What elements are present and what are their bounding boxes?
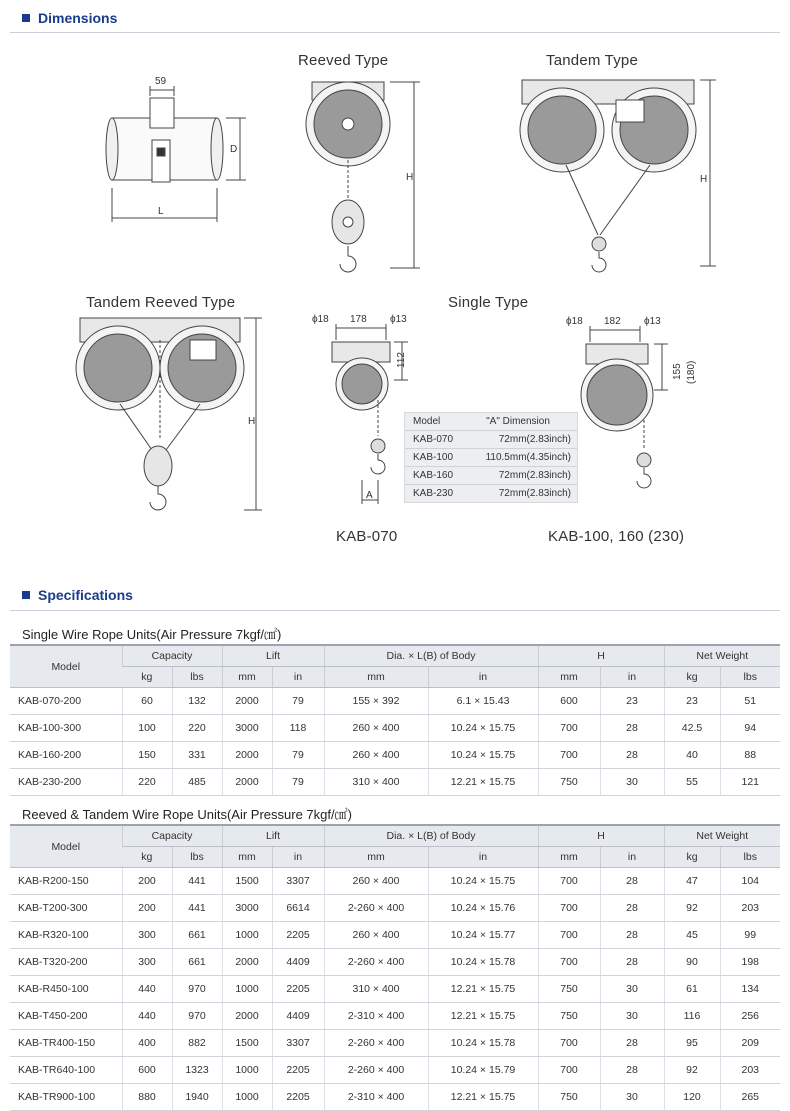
table-row xyxy=(10,1003,780,1030)
value-cell: 3307 xyxy=(272,868,324,895)
value-cell: 1000 xyxy=(222,1084,272,1111)
model-cell: KAB-R200-150 xyxy=(10,868,122,895)
dim-h-reeved: H xyxy=(406,172,414,183)
th-mm: mm xyxy=(222,667,272,688)
table-subheader-row xyxy=(10,667,780,688)
value-cell: 1500 xyxy=(222,868,272,895)
value-cell: 200 xyxy=(122,895,172,922)
value-cell: 300 xyxy=(122,949,172,976)
th-mm: mm xyxy=(324,847,428,868)
value-cell: 28 xyxy=(600,868,664,895)
reeved-table-title: Reeved & Tandem Wire Rope Units(Air Pressure 7kgf/㎠) xyxy=(22,807,352,822)
value-cell: 23 xyxy=(664,688,720,715)
model-cell: KAB-TR400-150 xyxy=(10,1030,122,1057)
model-cell: KAB-230-200 xyxy=(10,769,122,796)
a-table-value: 72mm(2.83inch) xyxy=(498,434,571,445)
value-cell: 132 xyxy=(172,688,222,715)
dim-d: D xyxy=(230,144,238,155)
table-row xyxy=(10,895,780,922)
value-cell: 51 xyxy=(720,688,780,715)
value-cell: 440 xyxy=(122,976,172,1003)
value-cell: 700 xyxy=(538,922,600,949)
table-row xyxy=(10,688,780,715)
value-cell: 700 xyxy=(538,1057,600,1084)
value-cell: 485 xyxy=(172,769,222,796)
value-cell: 12.21 × 15.75 xyxy=(428,1084,538,1111)
a-table-model: KAB-160 xyxy=(413,470,454,481)
value-cell: 260 × 400 xyxy=(324,868,428,895)
value-cell: 661 xyxy=(172,922,222,949)
model-cell: KAB-T320-200 xyxy=(10,949,122,976)
a-table-header xyxy=(405,413,577,431)
th-h: H xyxy=(538,645,664,667)
a-table-model: KAB-070 xyxy=(413,434,454,445)
dim-112: 112 xyxy=(396,352,407,368)
model-cell: KAB-R450-100 xyxy=(10,976,122,1003)
value-cell: 970 xyxy=(172,1003,222,1030)
value-cell: 700 xyxy=(538,715,600,742)
value-cell: 28 xyxy=(600,949,664,976)
value-cell: 331 xyxy=(172,742,222,769)
value-cell: 6.1 × 15.43 xyxy=(428,688,538,715)
specifications-heading-text: Specifications xyxy=(38,587,133,603)
single-table-title: Single Wire Rope Units(Air Pressure 7kgf/㎠) xyxy=(22,627,282,642)
th-in: in xyxy=(428,667,538,688)
tandem-reeved-type-drawing xyxy=(76,318,262,510)
a-table-row xyxy=(405,449,577,467)
value-cell: 2205 xyxy=(272,1084,324,1111)
value-cell: 1940 xyxy=(172,1084,222,1111)
value-cell: 28 xyxy=(600,895,664,922)
value-cell: 1000 xyxy=(222,922,272,949)
dim-h-tandem: H xyxy=(700,174,708,185)
value-cell: 2-260 × 400 xyxy=(324,895,428,922)
value-cell: 750 xyxy=(538,976,600,1003)
th-lbs: lbs xyxy=(172,667,222,688)
dim-phi13-b: ϕ13 xyxy=(644,316,661,327)
dim-phi18-b: ϕ18 xyxy=(566,316,583,327)
value-cell: 300 xyxy=(122,922,172,949)
value-cell: 310 × 400 xyxy=(324,976,428,1003)
value-cell: 6614 xyxy=(272,895,324,922)
th-lbs: lbs xyxy=(720,667,780,688)
value-cell: 220 xyxy=(172,715,222,742)
value-cell: 118 xyxy=(272,715,324,742)
value-cell: 260 × 400 xyxy=(324,715,428,742)
value-cell: 23 xyxy=(600,688,664,715)
value-cell: 203 xyxy=(720,895,780,922)
value-cell: 260 × 400 xyxy=(324,922,428,949)
value-cell: 2-310 × 400 xyxy=(324,1003,428,1030)
th-mm: mm xyxy=(222,847,272,868)
value-cell: 882 xyxy=(172,1030,222,1057)
th-in: in xyxy=(600,667,664,688)
value-cell: 55 xyxy=(664,769,720,796)
value-cell: 2205 xyxy=(272,1057,324,1084)
table-header-row xyxy=(10,825,780,847)
th-in: in xyxy=(600,847,664,868)
a-table-row xyxy=(405,467,577,485)
label-single-type: Single Type xyxy=(448,294,529,311)
value-cell: 12.21 × 15.75 xyxy=(428,976,538,1003)
table-header-row xyxy=(10,645,780,667)
a-table-value: 72mm(2.83inch) xyxy=(498,488,571,499)
value-cell: 79 xyxy=(272,769,324,796)
value-cell: 661 xyxy=(172,949,222,976)
th-kg: kg xyxy=(122,667,172,688)
model-cell: KAB-R320-100 xyxy=(10,922,122,949)
table-row xyxy=(10,1030,780,1057)
table-row xyxy=(10,922,780,949)
value-cell: 90 xyxy=(664,949,720,976)
dim-59: 59 xyxy=(155,76,167,87)
th-capacity: Capacity xyxy=(122,645,222,667)
kab070-single-drawing xyxy=(332,324,408,504)
label-reeved-type: Reeved Type xyxy=(298,52,389,69)
value-cell: 220 xyxy=(122,769,172,796)
th-model: Model xyxy=(10,825,122,868)
value-cell: 2-310 × 400 xyxy=(324,1084,428,1111)
value-cell: 28 xyxy=(600,1030,664,1057)
th-lift: Lift xyxy=(222,645,324,667)
value-cell: 10.24 × 15.75 xyxy=(428,715,538,742)
value-cell: 121 xyxy=(720,769,780,796)
value-cell: 42.5 xyxy=(664,715,720,742)
value-cell: 700 xyxy=(538,949,600,976)
value-cell: 12.21 × 15.75 xyxy=(428,1003,538,1030)
value-cell: 10.24 × 15.77 xyxy=(428,922,538,949)
value-cell: 2000 xyxy=(222,1003,272,1030)
value-cell: 2205 xyxy=(272,976,324,1003)
th-capacity: Capacity xyxy=(122,825,222,847)
dim-h-tandem-reeved: H xyxy=(248,416,256,427)
value-cell: 10.24 × 15.75 xyxy=(428,868,538,895)
value-cell: 441 xyxy=(172,868,222,895)
th-kg: kg xyxy=(122,847,172,868)
value-cell: 28 xyxy=(600,1057,664,1084)
table-row xyxy=(10,1057,780,1084)
value-cell: 30 xyxy=(600,976,664,1003)
label-tandem-type: Tandem Type xyxy=(546,52,638,69)
model-cell: KAB-T200-300 xyxy=(10,895,122,922)
value-cell: 28 xyxy=(600,922,664,949)
specifications-heading xyxy=(22,587,133,603)
value-cell: 2000 xyxy=(222,742,272,769)
divider xyxy=(10,610,780,611)
value-cell: 60 xyxy=(122,688,172,715)
table-row xyxy=(10,949,780,976)
value-cell: 600 xyxy=(122,1057,172,1084)
value-cell: 1500 xyxy=(222,1030,272,1057)
value-cell: 10.24 × 15.79 xyxy=(428,1057,538,1084)
value-cell: 209 xyxy=(720,1030,780,1057)
value-cell: 260 × 400 xyxy=(324,742,428,769)
value-cell: 30 xyxy=(600,769,664,796)
table-row xyxy=(10,868,780,895)
a-table-model: KAB-230 xyxy=(413,488,454,499)
value-cell: 10.24 × 15.75 xyxy=(428,742,538,769)
th-dia: Dia. × L(B) of Body xyxy=(324,645,538,667)
value-cell: 4409 xyxy=(272,1003,324,1030)
dimensions-heading-text: Dimensions xyxy=(38,10,118,26)
reeved-type-drawing xyxy=(306,82,420,272)
dim-phi18-a: ϕ18 xyxy=(312,314,329,325)
value-cell: 600 xyxy=(538,688,600,715)
value-cell: 256 xyxy=(720,1003,780,1030)
kab100-single-drawing xyxy=(581,326,668,488)
th-h: H xyxy=(538,825,664,847)
th-mm: mm xyxy=(538,667,600,688)
value-cell: 2000 xyxy=(222,769,272,796)
value-cell: 104 xyxy=(720,868,780,895)
value-cell: 441 xyxy=(172,895,222,922)
value-cell: 700 xyxy=(538,1030,600,1057)
value-cell: 10.24 × 15.78 xyxy=(428,949,538,976)
value-cell: 700 xyxy=(538,742,600,769)
reeved-spec-table xyxy=(10,824,780,1111)
bullet-square-icon xyxy=(22,591,30,599)
value-cell: 2-260 × 400 xyxy=(324,949,428,976)
a-table-model: KAB-100 xyxy=(413,452,454,463)
dim-phi13-a: ϕ13 xyxy=(390,314,407,325)
label-kab070: KAB-070 xyxy=(336,528,398,545)
value-cell: 61 xyxy=(664,976,720,1003)
value-cell: 750 xyxy=(538,1084,600,1111)
value-cell: 1000 xyxy=(222,1057,272,1084)
value-cell: 10.24 × 15.76 xyxy=(428,895,538,922)
model-cell: KAB-070-200 xyxy=(10,688,122,715)
value-cell: 12.21 × 15.75 xyxy=(428,769,538,796)
value-cell: 92 xyxy=(664,895,720,922)
side-view-drawing xyxy=(106,86,246,222)
value-cell: 203 xyxy=(720,1057,780,1084)
value-cell: 400 xyxy=(122,1030,172,1057)
value-cell: 310 × 400 xyxy=(324,769,428,796)
single-spec-table xyxy=(10,644,780,796)
dim-178: 178 xyxy=(350,314,367,325)
value-cell: 750 xyxy=(538,1003,600,1030)
value-cell: 700 xyxy=(538,868,600,895)
model-cell: KAB-100-300 xyxy=(10,715,122,742)
th-in: in xyxy=(272,847,324,868)
th-weight: Net Weight xyxy=(664,645,780,667)
value-cell: 45 xyxy=(664,922,720,949)
value-cell: 750 xyxy=(538,769,600,796)
table-row xyxy=(10,769,780,796)
value-cell: 94 xyxy=(720,715,780,742)
th-mm: mm xyxy=(538,847,600,868)
th-lift: Lift xyxy=(222,825,324,847)
value-cell: 120 xyxy=(664,1084,720,1111)
model-cell: KAB-T450-200 xyxy=(10,1003,122,1030)
th-dia: Dia. × L(B) of Body xyxy=(324,825,538,847)
value-cell: 2000 xyxy=(222,949,272,976)
th-in: in xyxy=(428,847,538,868)
a-table-value: 110.5mm(4.35inch) xyxy=(485,452,571,463)
label-kab100: KAB-100, 160 (230) xyxy=(548,528,685,545)
value-cell: 880 xyxy=(122,1084,172,1111)
value-cell: 155 × 392 xyxy=(324,688,428,715)
value-cell: 700 xyxy=(538,895,600,922)
th-weight: Net Weight xyxy=(664,825,780,847)
value-cell: 970 xyxy=(172,976,222,1003)
value-cell: 30 xyxy=(600,1003,664,1030)
value-cell: 30 xyxy=(600,1084,664,1111)
th-model: Model xyxy=(10,645,122,688)
table-row xyxy=(10,742,780,769)
dim-182: 182 xyxy=(604,316,621,327)
th-in: in xyxy=(272,667,324,688)
table-row xyxy=(10,1084,780,1111)
value-cell: 198 xyxy=(720,949,780,976)
value-cell: 88 xyxy=(720,742,780,769)
a-table-value: 72mm(2.83inch) xyxy=(498,470,571,481)
value-cell: 3000 xyxy=(222,715,272,742)
model-cell: KAB-TR900-100 xyxy=(10,1084,122,1111)
a-table-col-dimension: "A" Dimension xyxy=(486,416,550,427)
a-table-row xyxy=(405,431,577,449)
th-lbs: lbs xyxy=(720,847,780,868)
table-subheader-row xyxy=(10,847,780,868)
value-cell: 1000 xyxy=(222,976,272,1003)
th-kg: kg xyxy=(664,847,720,868)
value-cell: 92 xyxy=(664,1057,720,1084)
th-mm: mm xyxy=(324,667,428,688)
a-dimension-table xyxy=(404,412,578,503)
value-cell: 2-260 × 400 xyxy=(324,1057,428,1084)
value-cell: 47 xyxy=(664,868,720,895)
table-row xyxy=(10,976,780,1003)
value-cell: 440 xyxy=(122,1003,172,1030)
value-cell: 134 xyxy=(720,976,780,1003)
value-cell: 2000 xyxy=(222,688,272,715)
label-tandem-reeved-type: Tandem Reeved Type xyxy=(86,294,236,311)
a-table-col-model: Model xyxy=(413,416,441,427)
value-cell: 99 xyxy=(720,922,780,949)
reeved-table-body xyxy=(10,868,780,1111)
value-cell: 200 xyxy=(122,868,172,895)
model-cell: KAB-TR640-100 xyxy=(10,1057,122,1084)
model-cell: KAB-160-200 xyxy=(10,742,122,769)
tandem-type-drawing xyxy=(520,80,716,272)
single-table-body xyxy=(10,688,780,796)
value-cell: 79 xyxy=(272,688,324,715)
value-cell: 265 xyxy=(720,1084,780,1111)
value-cell: 116 xyxy=(664,1003,720,1030)
value-cell: 10.24 × 15.78 xyxy=(428,1030,538,1057)
value-cell: 3307 xyxy=(272,1030,324,1057)
a-table-row xyxy=(405,485,577,502)
th-lbs: lbs xyxy=(172,847,222,868)
value-cell: 79 xyxy=(272,742,324,769)
value-cell: 1323 xyxy=(172,1057,222,1084)
value-cell: 95 xyxy=(664,1030,720,1057)
value-cell: 4409 xyxy=(272,949,324,976)
value-cell: 40 xyxy=(664,742,720,769)
value-cell: 28 xyxy=(600,742,664,769)
value-cell: 150 xyxy=(122,742,172,769)
value-cell: 3000 xyxy=(222,895,272,922)
dim-l: L xyxy=(158,206,164,217)
th-kg: kg xyxy=(664,667,720,688)
dim-155: 155 xyxy=(672,363,683,380)
dim-180: (180) xyxy=(686,360,697,384)
dim-a: A xyxy=(366,490,373,501)
value-cell: 28 xyxy=(600,715,664,742)
value-cell: 2-260 × 400 xyxy=(324,1030,428,1057)
value-cell: 100 xyxy=(122,715,172,742)
table-row xyxy=(10,715,780,742)
value-cell: 2205 xyxy=(272,922,324,949)
